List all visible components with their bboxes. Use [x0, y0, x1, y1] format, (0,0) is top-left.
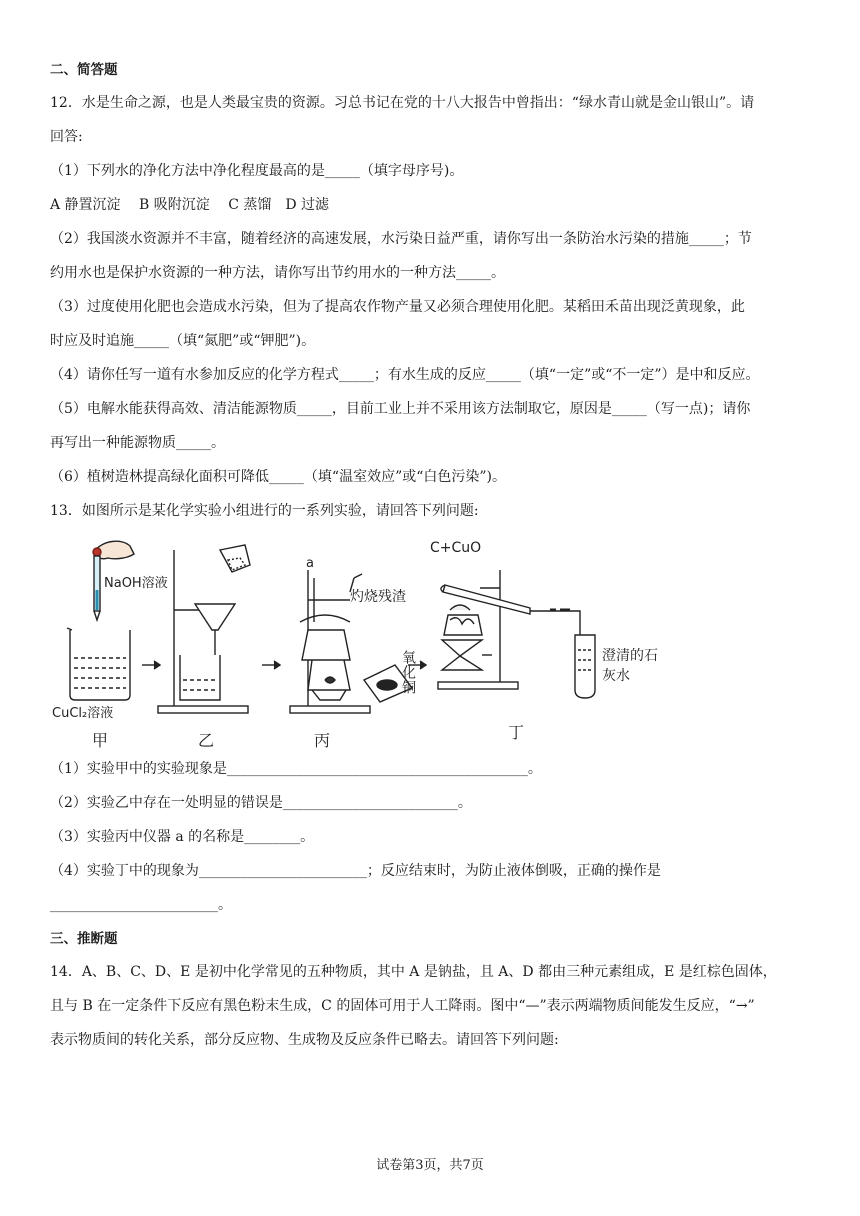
q12-options: A 静置沉淀 B 吸附沉淀 C 蒸馏 D 过滤: [50, 197, 330, 213]
label-yi: 乙: [198, 731, 215, 750]
reduction-setup: [438, 570, 595, 698]
q12-stem-line1: 12．水是生命之源，也是人类最宝贵的资源。习总书记在党的十八大报告中曾指出：“绿水青山就是金山银山”。请: [50, 95, 755, 111]
label-naoh: NaOH溶液: [104, 576, 168, 591]
beaker-cucl2: [67, 628, 130, 700]
q12-part2-line2: 约用水也是保护水资源的一种方法，请你写出节约用水的一种方法_____。: [50, 265, 505, 281]
q13-part3: （3）实验丙中仪器 a 的名称是________。: [50, 829, 315, 845]
q13-stem: 13．如图所示是某化学实验小组进行的一系列实验，请回答下列问题:: [50, 503, 479, 519]
q13-part4-blank: ________________________。: [50, 897, 232, 913]
label-cucl2: CuCl₂溶液: [52, 706, 114, 721]
page-footer: 试卷第3页，共7页: [376, 1158, 484, 1173]
experiment-figure: [50, 530, 690, 750]
q12-part3-line1: （3）过度使用化肥也会造成水污染，但为了提高农作物产量又必须合理使用化肥。某稻田禾苗出现泛黄现象，此: [50, 299, 745, 315]
q13-part2: （2）实验乙中存在一处明显的错误是_________________________。: [50, 795, 472, 811]
q12-part1: （1）下列水的净化方法中净化程度最高的是_____（填字母序号)。: [50, 163, 464, 179]
q13-part4: （4）实验丁中的现象为________________________；反应结束时，为防止液体倒吸，正确的操作是: [50, 863, 661, 879]
label-cuo: 氧化铜: [400, 650, 416, 695]
arrow-head-1: [154, 661, 160, 669]
label-jia: 甲: [92, 731, 109, 750]
label-limewater: 澄清的石灰水: [602, 648, 658, 684]
label-bing: 丙: [314, 731, 331, 750]
q12-stem-line2: 回答:: [50, 129, 83, 145]
filtration-setup: [158, 545, 250, 713]
arrow-head-3: [420, 661, 426, 669]
q14-line2: 且与 B 在一定条件下反应有黑色粉末生成，C 的固体可用于人工降雨。图中“—”表示两端物质间能发生反应，“→”: [50, 998, 755, 1014]
q14-line3: 表示物质间的转化关系，部分反应物、生成物及反应条件已略去。请回答下列问题:: [50, 1032, 559, 1048]
q12-part5-line2: 再写出一种能源物质_____。: [50, 435, 225, 451]
q12-part3-line2: 时应及时追施_____（填“氮肥”或“钾肥”)。: [50, 333, 316, 349]
q12-part6: （6）植树造林提高绿化面积可降低_____（填“温室效应”或“白色污染”)。: [50, 469, 506, 485]
label-residue: 灼烧残渣: [350, 589, 406, 605]
section-heading-inference: 三、推断题: [50, 931, 118, 947]
q12-part4: （4）请你任写一道有水参加反应的化学方程式_____；有水生成的反应_____（填“一定”或“不一定”）是中和反应。: [50, 367, 760, 383]
q12-part2-line1: （2）我国淡水资源并不丰富，随着经济的高速发展，水污染日益严重，请你写出一条防治水污染的措施_____；节: [50, 231, 752, 247]
label-ding: 丁: [508, 723, 525, 742]
q13-part1: （1）实验甲中的实验现象是___________________________________________。: [50, 761, 542, 777]
arrow-head-2: [274, 661, 280, 669]
label-c-cuo: C+CuO: [430, 540, 482, 556]
q12-part5-line1: （5）电解水能获得高效、清洁能源物质_____，目前工业上并不采用该方法制取它，原因是_____（写一点)；请你: [50, 401, 751, 417]
label-instrument-a: a: [306, 556, 314, 571]
section-heading-short-answer: 二、简答题: [50, 62, 118, 78]
q14-line1: 14．A、B、C、D、E 是初中化学常见的五种物质，其中 A 是钠盐，且 A、D 都由三种元素组成，E 是红棕色固体，: [50, 964, 777, 980]
